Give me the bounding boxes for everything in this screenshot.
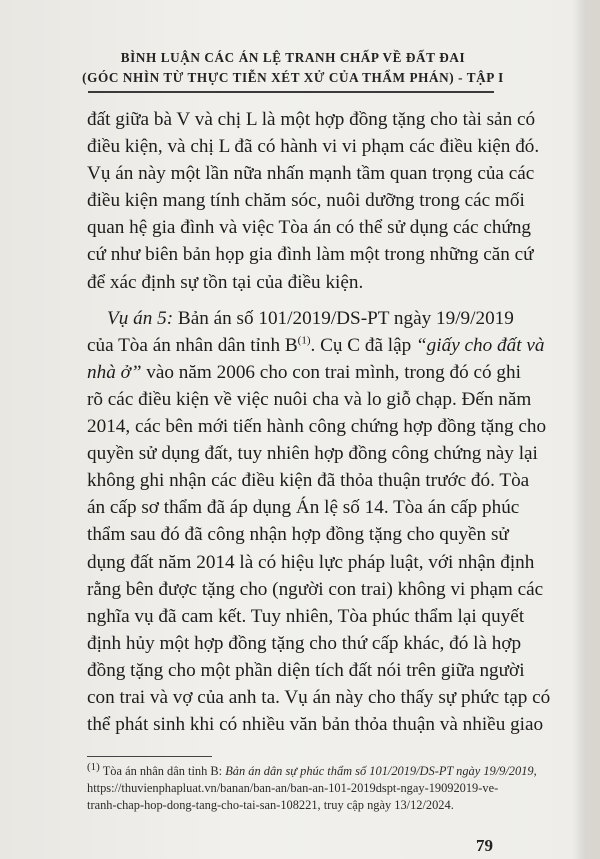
quoted-text: “giấy cho đất và <box>416 334 545 356</box>
text-line: không ghi nhận các điều kiện đã thỏa thuận trước đó. Tòa <box>87 470 530 492</box>
text-line: thể phát sinh khi có nhiều văn bản thỏa thuận và nhiều giao <box>87 714 544 736</box>
text-line: định hủy một hợp đồng tặng cho thứ cấp khác, đó là hợp <box>87 632 522 654</box>
text-line <box>87 305 514 332</box>
footnote-citation: Bản án dân sự phúc thẩm số 101/2019/DS-PT ngày 19/9/2019, <box>225 764 537 778</box>
text-run: của Tòa án nhân dân tỉnh B <box>87 334 298 356</box>
text-line <box>87 332 545 359</box>
text-line: Vụ án này một lần nữa nhấn mạnh tầm quan trọng của các <box>87 163 535 185</box>
text-line: điều kiện mang tính chăm sóc, nuôi dưỡng trong các mối <box>87 190 525 212</box>
paragraph-2 <box>87 305 551 739</box>
running-header <box>0 48 586 88</box>
text-line: nghĩa vụ đã cam kết. Tuy nhiên, Tòa phúc thẩm lại quyết <box>87 605 525 627</box>
text-run: . Cụ C đã lập <box>310 334 417 356</box>
running-header-line-2: (GÓC NHÌN TỪ THỰC TIỄN XÉT XỬ CỦA THẨM PHÁN) - TẬP I <box>82 70 504 85</box>
footnote-line: tranh-chap-hop-dong-tang-cho-tai-san-108221, truy cập ngày 13/12/2024. <box>87 798 454 813</box>
paragraph-gap <box>87 296 507 305</box>
footnote-line <box>87 760 537 780</box>
quoted-text: nhà ở” <box>87 361 142 383</box>
text-line: 2014, các bên mới tiến hành công chứng hợp đồng tặng cho <box>87 416 547 438</box>
text-line: rõ các điều kiện về việc nuôi cha và lo giỗ chạp. Đến năm <box>87 388 532 410</box>
body-text <box>87 106 551 738</box>
text-line: dụng đất năm 2014 là có hiệu lực pháp luật, với nhận định <box>87 551 535 573</box>
footnote-marker: (1) <box>87 760 100 773</box>
footnote-ref: (1) <box>297 334 311 347</box>
paragraph-1 <box>87 106 540 296</box>
text-line: rằng bên được tặng cho (người con trai) không vi phạm các <box>87 578 544 600</box>
text-run: Tòa án nhân dân tỉnh B: <box>99 764 226 778</box>
text-line: đồng tặng cho một phần diện tích đất nói trên giữa người <box>87 659 525 681</box>
footnote <box>87 760 537 815</box>
text-line: án cấp sơ thẩm đã áp dụng Án lệ số 14. Tòa án cấp phúc <box>87 497 520 519</box>
footnote-divider <box>87 756 212 757</box>
header-divider <box>88 91 494 93</box>
text-run: Bản án số 101/2019/DS-PT ngày 19/9/2019 <box>173 307 514 329</box>
text-line: quyền sử dụng đất, tuy nhiên hợp đồng công chứng này lại <box>87 443 538 465</box>
text-line: điều kiện, và chị L đã có hành vi vi phạm các điều kiện đó. <box>87 136 540 158</box>
text-line: quan hệ gia đình và việc Tòa án có thể sử dụng các chứng <box>87 217 532 239</box>
text-line: thẩm sau đó đã công nhận hợp đồng tặng cho quyền sử <box>87 524 509 546</box>
text-line <box>87 359 521 386</box>
case-label: Vụ án 5: <box>107 307 174 329</box>
text-line: con trai và vợ của anh ta. Vụ án này cho thấy sự phức tạp có <box>87 686 551 708</box>
text-line: cứ như biên bản họp gia đình làm một trong những căn cứ <box>87 244 534 266</box>
text-line: để xác định sự tồn tại của điều kiện. <box>87 271 364 293</box>
page-edge-shadow <box>572 0 586 859</box>
footnote-url: https://thuvienphapluat.vn/banan/ban-an/ban-an-101-2019dspt-ngay-19092019-ve- <box>87 781 499 796</box>
page-number: 79 <box>476 836 493 855</box>
text-line: đất giữa bà V và chị L là một hợp đồng tặng cho tài sản có <box>87 109 536 130</box>
text-run: vào năm 2006 cho con trai mình, trong đó có ghi <box>141 361 521 383</box>
running-header-line-1: BÌNH LUẬN CÁC ÁN LỆ TRANH CHẤP VỀ ĐẤT ĐAI <box>120 50 466 65</box>
